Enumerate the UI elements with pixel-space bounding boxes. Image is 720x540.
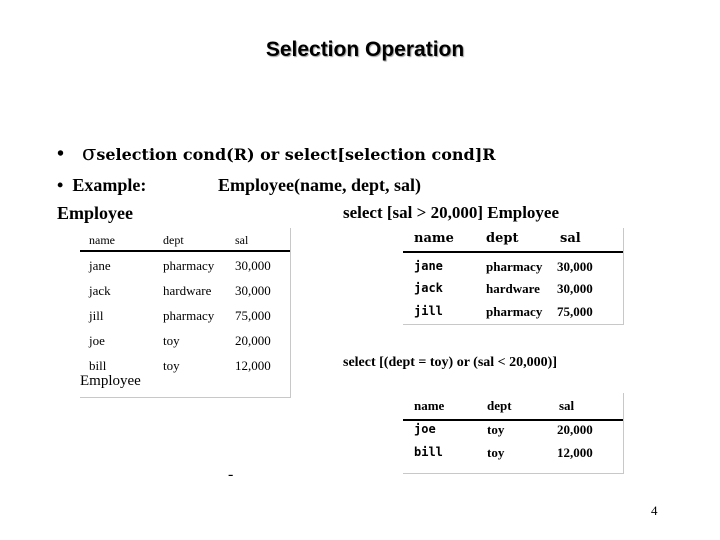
table-cell: jill xyxy=(414,304,443,318)
table-cell: pharmacy xyxy=(163,258,215,273)
table-cell: toy xyxy=(163,358,180,373)
table-cell: hardware xyxy=(163,283,212,298)
table-cell: 30,000 xyxy=(557,259,593,274)
column-header-name: name xyxy=(414,231,454,246)
table-cell: toy xyxy=(487,445,505,460)
table-cell: 30,000 xyxy=(557,281,593,296)
table-cell: pharmacy xyxy=(486,304,543,319)
table-cell: toy xyxy=(487,422,505,437)
page-number: 4 xyxy=(651,503,658,518)
table-cell: pharmacy xyxy=(163,308,215,323)
table-cell: hardware xyxy=(486,281,540,296)
table-cell: 75,000 xyxy=(557,304,593,319)
column-header-sal: sal xyxy=(560,231,581,246)
table-cell: bill xyxy=(414,445,443,459)
column-header-dept: dept xyxy=(487,398,512,413)
table-cell: 20,000 xyxy=(235,333,271,348)
employee-schema: Employee(name, dept, sal) xyxy=(218,175,421,195)
table-cell: jill xyxy=(89,308,104,323)
table-cell: bill xyxy=(89,358,107,373)
bullet-glyph: • xyxy=(57,143,65,165)
table-cell: 12,000 xyxy=(235,358,271,373)
query-two: select [(dept = toy) or (sal < 20,000)] xyxy=(343,355,557,370)
selection-syntax-text: selection cond(R) or select[selection cond]R xyxy=(96,145,496,164)
result-table-one xyxy=(403,228,624,325)
table-cell: 30,000 xyxy=(235,258,271,273)
table-cell: jane xyxy=(414,259,443,273)
column-header-dept: dept xyxy=(486,231,519,246)
column-header-sal: sal xyxy=(235,233,249,247)
bullet-selection-definition xyxy=(57,141,496,166)
bullet-glyph: • xyxy=(57,175,64,195)
table-cell: jack xyxy=(89,283,111,298)
header-divider xyxy=(80,250,290,252)
table-cell: joe xyxy=(414,422,436,436)
column-header-name: name xyxy=(89,233,115,247)
table-cell: 20,000 xyxy=(557,422,593,437)
slide-title: Selection Operation xyxy=(265,38,465,61)
header-divider xyxy=(403,251,623,253)
table-cell: 75,000 xyxy=(235,308,271,323)
employee-label: Employee xyxy=(57,203,133,223)
bullet-example xyxy=(57,175,146,196)
table-cell: 30,000 xyxy=(235,283,271,298)
column-header-name: name xyxy=(414,398,445,413)
example-label: Example: xyxy=(72,175,147,195)
column-header-dept: dept xyxy=(163,233,184,247)
table-cell: toy xyxy=(163,333,180,348)
table-cell: joe xyxy=(89,333,105,348)
header-divider xyxy=(403,419,623,421)
query-one: select [sal > 20,000] Employee xyxy=(343,203,560,222)
stray-dash: - xyxy=(228,466,234,483)
result-table-two xyxy=(403,393,624,474)
employee-table-caption: Employee xyxy=(80,373,141,389)
column-header-sal: sal xyxy=(559,398,575,413)
table-cell: jane xyxy=(89,258,111,273)
table-cell: pharmacy xyxy=(486,259,543,274)
table-cell: 12,000 xyxy=(557,445,593,460)
table-cell: jack xyxy=(414,281,443,295)
sigma-symbol: σ xyxy=(82,141,97,165)
